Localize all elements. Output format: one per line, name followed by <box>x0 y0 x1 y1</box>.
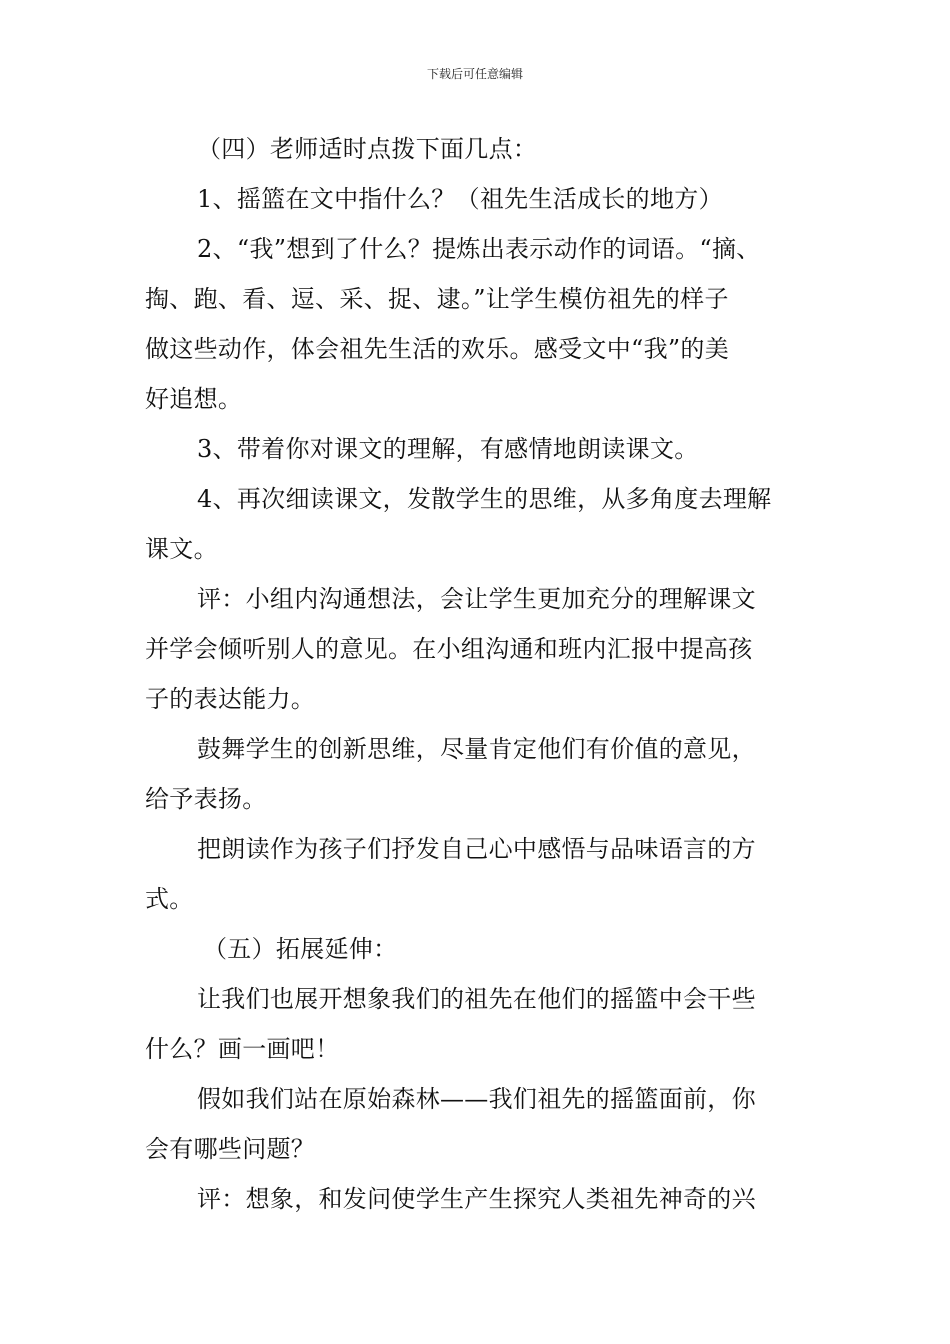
paragraph-line: 子的表达能力。 <box>145 685 316 713</box>
paragraph-line: 掏、跑、看、逗、采、捉、逮。”让学生模仿祖先的样子 <box>145 285 729 313</box>
section-heading: （四）老师适时点拨下面几点： <box>197 135 538 163</box>
paragraph-line: 什么？画一画吧！ <box>145 1035 340 1063</box>
paragraph-line: 1、摇篮在文中指什么？（祖先生活成长的地方） <box>197 185 723 213</box>
paragraph-line: 给予表扬。 <box>145 785 267 813</box>
paragraph-line: 3、带着你对课文的理解，有感情地朗读课文。 <box>197 435 699 463</box>
paragraph-line: 鼓舞学生的创新思维，尽量肯定他们有价值的意见， <box>197 735 756 763</box>
section-heading: （五）拓展延伸： <box>203 935 398 963</box>
paragraph-line: 让我们也展开想象我们的祖先在他们的摇篮中会干些 <box>197 985 756 1013</box>
paragraph-line: 评：想象，和发问使学生产生探究人类祖先神奇的兴 <box>197 1185 756 1213</box>
paragraph-line: 课文。 <box>145 535 218 563</box>
paragraph-line: 假如我们站在原始森林——我们祖先的摇篮面前，你 <box>197 1085 756 1113</box>
paragraph-line: 式。 <box>145 885 194 913</box>
paragraph-line: 评：小组内沟通想法，会让学生更加充分的理解课文 <box>197 585 756 613</box>
paragraph-line: 并学会倾听别人的意见。在小组沟通和班内汇报中提高孩 <box>145 635 753 663</box>
paragraph-line: 2、“我”想到了什么？提炼出表示动作的词语。“摘、 <box>197 235 761 263</box>
document-body <box>145 124 810 1224</box>
page-header: 下载后可任意编辑 <box>426 67 523 81</box>
paragraph-line: 把朗读作为孩子们抒发自己心中感悟与品味语言的方 <box>197 835 756 863</box>
paragraph-line: 做这些动作，体会祖先生活的欢乐。感受文中“我”的美 <box>145 335 730 363</box>
paragraph-line: 会有哪些问题？ <box>145 1135 316 1163</box>
paragraph-line: 4、再次细读课文，发散学生的思维，从多角度去理解 <box>197 485 772 513</box>
paragraph-line: 好追想。 <box>145 385 243 413</box>
